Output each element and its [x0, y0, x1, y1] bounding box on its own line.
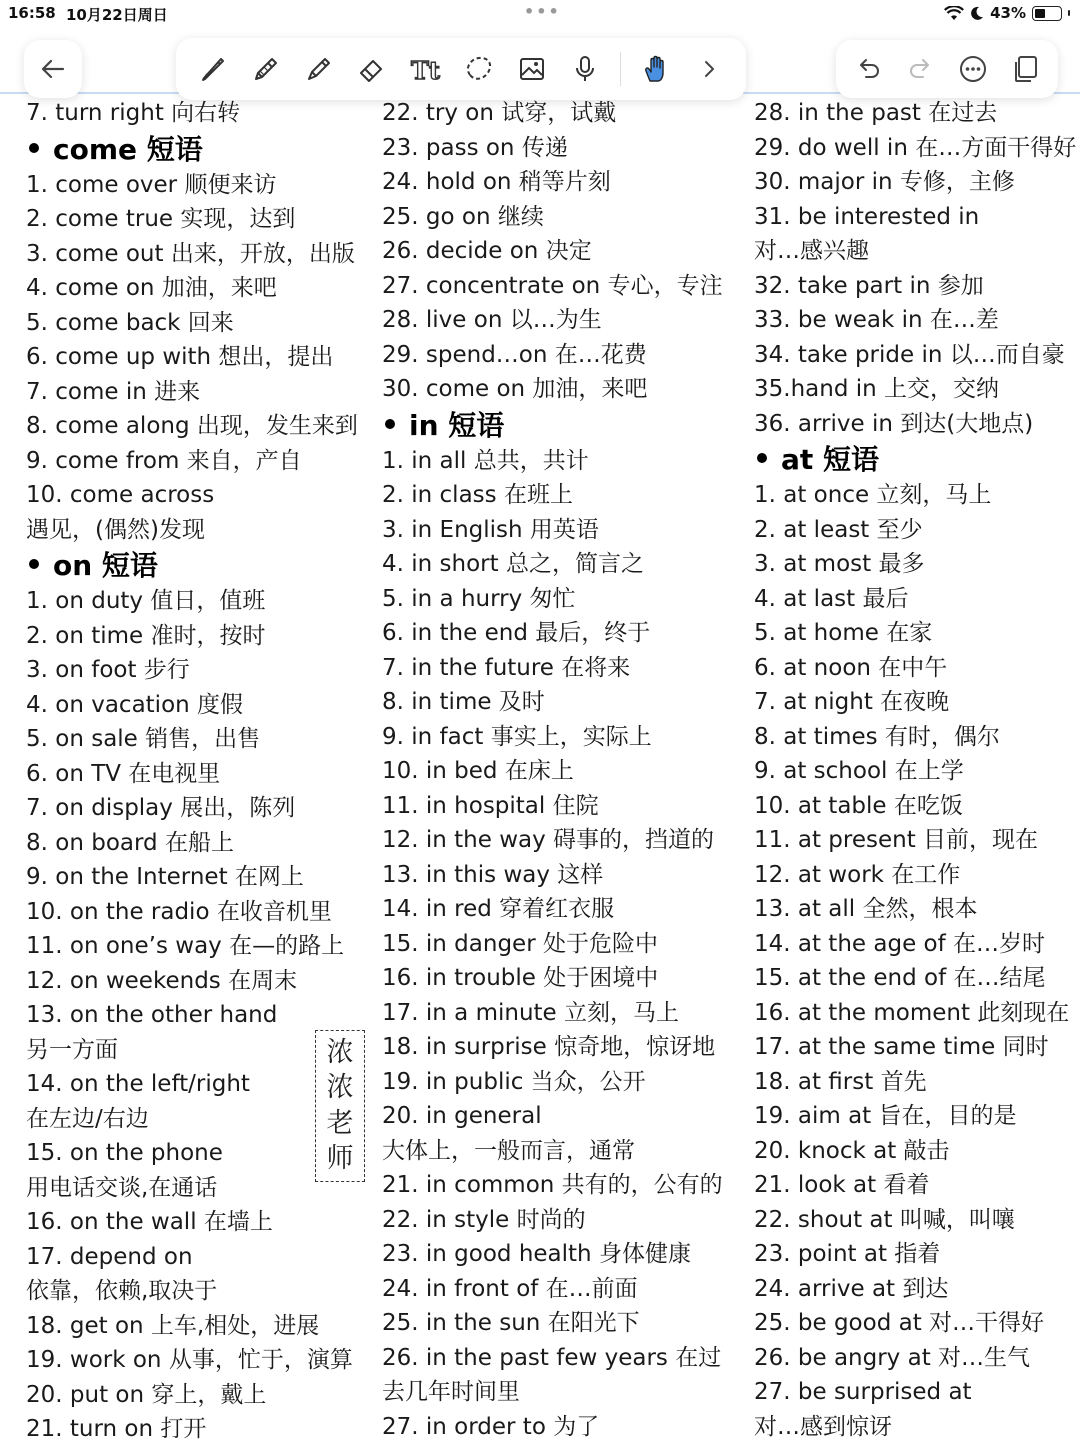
phrase-text: 23. in good health 身体健康	[382, 1241, 691, 1267]
phrase-line	[754, 858, 1080, 893]
bullet-icon	[29, 559, 39, 569]
phrase-text: 遇见，(偶然)发现	[26, 516, 205, 543]
section-heading	[382, 407, 742, 444]
phrase-line	[382, 547, 742, 582]
section-heading	[26, 547, 366, 584]
phrase-text: 用电话交谈,在通话	[26, 1174, 218, 1201]
phrase-text: 27. in order to 为了	[382, 1413, 600, 1440]
phrase-text: 26. decide on 决定	[382, 238, 592, 264]
phrase-text: 30. major in 专修，主修	[754, 169, 1015, 195]
phrase-line	[382, 478, 742, 513]
wifi-icon	[944, 6, 964, 21]
phrase-text: 17. at the same time 同时	[754, 1034, 1049, 1060]
phrase-text: 3. in English 用英语	[382, 516, 599, 543]
phrase-text: 6. at noon 在中午	[754, 654, 948, 681]
phrase-text: 19. work on 从事，忙于，演算	[26, 1347, 353, 1373]
phrase-text: 29. spend…on 在…花费	[382, 341, 647, 368]
note-column-1	[26, 96, 366, 1440]
battery-icon	[1032, 6, 1062, 21]
phrase-line	[26, 340, 366, 375]
stamp-char: 浓	[326, 1036, 354, 1068]
phrase-text: 10. at table 在吃饭	[754, 792, 963, 819]
phrase-line	[26, 168, 366, 203]
phrase-text: 19. aim at 旨在，目的是	[754, 1103, 1017, 1129]
phrase-text: 6. on TV 在电视里	[26, 760, 221, 787]
phrase-line	[26, 688, 366, 723]
phrase-line	[382, 582, 742, 617]
phrase-line	[26, 929, 366, 964]
phrase-line	[754, 1099, 1080, 1134]
heading-text: come 短语	[53, 132, 203, 166]
phrase-line	[382, 651, 742, 686]
phrase-text: 8. on board 在船上	[26, 829, 234, 856]
hand-icon[interactable]	[638, 51, 674, 87]
phrase-line	[382, 1065, 742, 1100]
phrase-line	[382, 858, 742, 893]
phrase-text: 另一方面	[26, 1036, 118, 1063]
phrase-line	[754, 1134, 1080, 1169]
phrase-line	[382, 338, 742, 373]
phrase-line	[754, 1341, 1080, 1376]
phrase-text: 8. come along 出现，发生来到	[26, 413, 358, 439]
phrase-line	[26, 237, 366, 272]
phrase-text: 去几年时间里	[382, 1379, 520, 1405]
phrase-text: 1. in all 总共，共计	[382, 447, 589, 474]
phrase-line	[754, 131, 1080, 166]
phrase-text: 27. concentrate on 专心，专注	[382, 272, 723, 299]
phrase-line	[754, 407, 1080, 442]
phrase-line	[382, 1134, 742, 1169]
phrase-line	[26, 791, 366, 826]
phrase-line	[382, 961, 742, 996]
phrase-text: 24. hold on 稍等片刻	[382, 169, 611, 195]
heading-text: in 短语	[409, 408, 505, 442]
phrase-text: 22. try on 试穿，试戴	[382, 100, 617, 126]
phrase-text: 21. in common 共有的，公有的	[382, 1172, 723, 1198]
phrase-line	[382, 996, 742, 1031]
phrase-line	[754, 303, 1080, 338]
phrase-line	[754, 1237, 1080, 1272]
phrase-text: 7. in the future 在将来	[382, 654, 631, 681]
chevron-right-icon[interactable]	[691, 51, 727, 87]
phrase-text: 20. in general	[382, 1103, 542, 1129]
signature-stamp	[315, 1030, 365, 1182]
phrase-text: 10. in bed 在床上	[382, 758, 574, 784]
phrase-text: 11. at present 目前，现在	[754, 827, 1039, 853]
phrase-text: 30. come on 加油，来吧	[382, 376, 648, 402]
phrase-line	[754, 1168, 1080, 1203]
phrase-line	[382, 823, 742, 858]
phrase-text: 29. do well in 在…方面干得好	[754, 134, 1077, 161]
phrase-text: 36. arrive in 到达(大地点)	[754, 410, 1034, 437]
phrase-line	[754, 1410, 1080, 1440]
battery-tip	[1068, 10, 1070, 16]
phrase-line	[382, 1203, 742, 1238]
more-icon[interactable]	[955, 51, 991, 87]
phrase-text: 2. come true 实现，达到	[26, 206, 296, 232]
phrase-line	[754, 372, 1080, 407]
phrase-line	[382, 1272, 742, 1307]
section-heading	[26, 131, 366, 168]
phrase-text: 12. on weekends 在周末	[26, 967, 298, 994]
heading-text: on 短语	[53, 549, 158, 582]
phrase-text: 9. in fact 事实上，实际上	[382, 723, 652, 750]
phrase-line	[382, 1306, 742, 1341]
phrase-text: 2. on time 准时，按时	[26, 622, 266, 649]
phrase-text: 在左边/右边	[26, 1105, 149, 1132]
phrase-text: 2. in class 在班上	[382, 482, 573, 508]
back-button[interactable]	[24, 40, 82, 98]
phrase-line	[26, 375, 366, 410]
phrase-line	[26, 584, 366, 619]
phrase-text: 12. in the way 碍事的，挡道的	[382, 827, 715, 853]
toolbar-separator	[620, 52, 621, 86]
phrase-line	[26, 826, 366, 861]
phrase-line	[382, 303, 742, 338]
phrase-line	[26, 444, 366, 479]
phrase-text: 12. at work 在工作	[754, 861, 961, 888]
phrase-line	[382, 892, 742, 927]
phrase-text: 17. depend on	[26, 1243, 193, 1270]
phrase-text: 13. on the other hand	[26, 1002, 278, 1028]
phrase-line	[26, 895, 366, 930]
phrase-line	[754, 685, 1080, 720]
phrase-text: 27. be surprised at	[754, 1379, 972, 1405]
stamp-char: 老	[326, 1107, 354, 1139]
phrase-line	[382, 616, 742, 651]
phrase-line	[382, 720, 742, 755]
phrase-line	[754, 927, 1080, 962]
status-indicators	[944, 4, 1070, 22]
phrase-line	[382, 927, 742, 962]
phrase-text: 4. come on 加油，来吧	[26, 275, 277, 301]
phrase-line	[754, 1203, 1080, 1238]
phrase-text: 1. at once 立刻，马上	[754, 482, 992, 508]
phrase-line	[754, 1065, 1080, 1100]
eraser-icon[interactable]	[354, 51, 390, 87]
phrase-text: 14. on the left/right	[26, 1071, 250, 1097]
multitasking-dots-icon[interactable]: •••	[524, 2, 561, 21]
phrase-text: 9. on the Internet 在网上	[26, 864, 304, 890]
phrase-line	[26, 1309, 366, 1344]
text-icon[interactable]	[407, 51, 443, 87]
phrase-text: 25. in the sun 在阳光下	[382, 1310, 640, 1336]
phrase-text: 23. point at 指着	[754, 1241, 941, 1267]
phrase-text: 25. be good at 对…干得好	[754, 1310, 1045, 1336]
phrase-line	[754, 269, 1080, 304]
phrase-text: 10. on the radio 在收音机里	[26, 898, 332, 925]
phrase-text: 33. be weak in 在…差	[754, 307, 999, 333]
phrase-line	[26, 722, 366, 757]
phrase-text: 对…感到惊讶	[754, 1413, 892, 1440]
phrase-line	[754, 961, 1080, 996]
phrase-text: 17. in a minute 立刻，马上	[382, 999, 680, 1026]
phrase-line	[26, 998, 366, 1033]
phrase-line	[754, 165, 1080, 200]
phrase-text: 11. on one’s way 在—的路上	[26, 933, 345, 959]
phrase-line	[754, 720, 1080, 755]
phrase-line	[754, 996, 1080, 1031]
phrase-text: 24. in front of 在…前面	[382, 1275, 638, 1302]
phrase-line	[754, 823, 1080, 858]
phrase-line	[26, 478, 366, 513]
status-date: 10月22日周日	[66, 6, 168, 24]
stamp-char: 师	[326, 1143, 354, 1175]
action-bar	[836, 40, 1058, 98]
bullet-icon	[385, 419, 395, 429]
phrase-line	[26, 1240, 366, 1275]
phrase-text: 7. at night 在夜晚	[754, 689, 950, 715]
phrase-line	[382, 269, 742, 304]
phrase-text: 23. pass on 传递	[382, 134, 568, 161]
phrase-line	[26, 619, 366, 654]
phrase-text: 对…感兴趣	[754, 238, 869, 264]
image-icon[interactable]	[514, 51, 550, 87]
highlighter-icon[interactable]	[301, 51, 337, 87]
phrase-line	[26, 96, 366, 131]
phrase-text: 3. at most 最多	[754, 551, 925, 577]
phrase-line	[382, 513, 742, 548]
phrase-line	[382, 234, 742, 269]
pages-icon[interactable]	[1008, 51, 1044, 87]
phrase-text: 18. in surprise 惊奇地，惊讶地	[382, 1034, 716, 1060]
phrase-line	[26, 860, 366, 895]
phrase-line	[382, 685, 742, 720]
phrase-text: 14. in red 穿着红衣服	[382, 896, 615, 922]
phrase-text: 20. knock at 敲击	[754, 1137, 950, 1164]
phrase-text: 3. on foot 步行	[26, 657, 190, 683]
phrase-line	[382, 444, 742, 479]
phrase-text: 25. go on 继续	[382, 203, 544, 230]
section-heading	[754, 441, 1080, 478]
phrase-line	[26, 202, 366, 237]
phrase-text: 18. at first 首先	[754, 1068, 927, 1095]
note-column-2	[382, 96, 742, 1440]
phrase-text: 5. at home 在家	[754, 620, 933, 646]
undo-icon[interactable]	[850, 51, 886, 87]
battery-percent: 43%	[990, 4, 1026, 22]
stamp-char: 浓	[326, 1072, 354, 1104]
pen-icon[interactable]	[195, 51, 231, 87]
phrase-text: 8. at times 有时，偶尔	[754, 723, 1000, 750]
phrase-line	[754, 789, 1080, 824]
phrase-text: 21. look at 看着	[754, 1172, 930, 1198]
phrase-text: 4. on vacation 度假	[26, 691, 244, 718]
phrase-line	[26, 1205, 366, 1240]
phrase-line	[754, 1030, 1080, 1065]
phrase-line	[382, 1237, 742, 1272]
phrase-text: 10. come across	[26, 482, 215, 508]
phrase-text: 2. at least 至少	[754, 516, 923, 543]
phrase-text: 4. at last 最后	[754, 585, 909, 612]
phrase-line	[382, 789, 742, 824]
heading-text: at 短语	[781, 443, 880, 476]
moon-icon	[970, 6, 984, 21]
phrase-line	[382, 1099, 742, 1134]
phrase-text: 20. put on 穿上，戴上	[26, 1381, 267, 1408]
phrase-line	[26, 513, 366, 548]
phrase-text: 4. in short 总之，简言之	[382, 551, 644, 577]
phrase-text: 35.hand in 上交，交纳	[754, 376, 1000, 402]
arrow-left-icon	[39, 55, 67, 83]
phrase-line	[382, 1375, 742, 1410]
phrase-line	[26, 1274, 366, 1309]
phrase-line	[754, 582, 1080, 617]
phrase-text: 16. in trouble 处于困境中	[382, 965, 659, 991]
microphone-icon[interactable]	[567, 51, 603, 87]
phrase-text: 15. on the phone	[26, 1140, 223, 1166]
phrase-text: 31. be interested in	[754, 203, 980, 230]
phrase-line	[26, 1378, 366, 1413]
phrase-line	[754, 96, 1080, 131]
svg-text:Tt: Tt	[411, 56, 441, 85]
phrase-line	[754, 1306, 1080, 1341]
phrase-text: 1. on duty 值日，值班	[26, 588, 266, 614]
phrase-text: 24. arrive at 到达	[754, 1275, 949, 1302]
phrase-text: 9. come from 来自，产自	[26, 447, 302, 474]
battery-level	[1035, 9, 1045, 18]
phrase-line	[382, 1168, 742, 1203]
phrase-line	[382, 754, 742, 789]
phrase-text: 15. at the end of 在…结尾	[754, 965, 1046, 991]
phrase-text: 6. come up with 想出，提出	[26, 344, 334, 370]
phrase-text: 5. on sale 销售，出售	[26, 726, 261, 752]
phrase-line	[26, 409, 366, 444]
phrase-text: 8. in time 及时	[382, 689, 545, 715]
note-column-3	[754, 96, 1080, 1440]
phrase-line	[754, 200, 1080, 235]
phrase-line	[26, 1343, 366, 1378]
phrase-text: 28. in the past 在过去	[754, 100, 998, 126]
phrase-line	[754, 754, 1080, 789]
phrase-text: 13. in this way 这样	[382, 861, 604, 888]
phrase-line	[382, 200, 742, 235]
phrase-text: 3. come out 出来，开放，出版	[26, 240, 355, 267]
phrase-line	[754, 1272, 1080, 1307]
status-time: 16:58	[8, 4, 56, 22]
phrase-line	[382, 372, 742, 407]
phrase-text: 34. take pride in 以…而自豪	[754, 341, 1065, 368]
phrase-line	[26, 1412, 366, 1440]
phrase-line	[382, 1410, 742, 1440]
phrase-line	[754, 234, 1080, 269]
phrase-text: 22. in style 时尚的	[382, 1206, 586, 1233]
phrase-line	[754, 892, 1080, 927]
phrase-text: 28. live on 以…为生	[382, 307, 602, 333]
phrase-text: 9. at school 在上学	[754, 758, 964, 784]
redo-icon[interactable]	[903, 51, 939, 87]
phrase-line	[382, 131, 742, 166]
phrase-text: 19. in public 当众，公开	[382, 1068, 646, 1095]
phrase-text: 1. come over 顺便来访	[26, 171, 277, 198]
phrase-line	[382, 1030, 742, 1065]
phrase-text: 16. on the wall 在墙上	[26, 1209, 273, 1235]
phrase-text: 5. come back 回来	[26, 309, 234, 336]
phrase-text: 5. in a hurry 匆忙	[382, 585, 576, 612]
phrase-text: 15. in danger 处于危险中	[382, 930, 658, 957]
phrase-line	[26, 306, 366, 341]
phrase-text: 26. in the past few years 在过	[382, 1344, 722, 1371]
phrase-line	[382, 96, 742, 131]
phrase-line	[754, 1375, 1080, 1410]
phrase-line	[26, 271, 366, 306]
tool-palette	[176, 38, 746, 100]
phrase-text: 11. in hospital 住院	[382, 792, 599, 819]
bullet-icon	[29, 143, 39, 153]
phrase-text: 大体上，一般而言，通常	[382, 1137, 635, 1164]
phrase-text: 13. at all 全然，根本	[754, 896, 978, 922]
phrase-text: 6. in the end 最后，终于	[382, 620, 651, 646]
phrase-line	[754, 338, 1080, 373]
status-bar	[0, 0, 1080, 28]
phrase-line	[754, 616, 1080, 651]
phrase-line	[754, 513, 1080, 548]
phrase-text: 7. come in 进来	[26, 378, 201, 405]
phrase-text: 依靠，依赖,取决于	[26, 1278, 218, 1304]
phrase-line	[26, 964, 366, 999]
phrase-text: 26. be angry at 对…生气	[754, 1344, 1031, 1371]
phrase-text: 18. get on 上车,相处，进展	[26, 1312, 320, 1339]
phrase-line	[754, 547, 1080, 582]
phrase-text: 32. take part in 参加	[754, 272, 984, 299]
phrase-text: 22. shout at 叫喊，叫嚷	[754, 1206, 1015, 1233]
pencil-icon[interactable]	[248, 51, 284, 87]
bullet-icon	[757, 453, 767, 463]
phrase-text: 16. at the moment 此刻现在	[754, 999, 1070, 1026]
phrase-line	[754, 478, 1080, 513]
lasso-icon[interactable]	[460, 51, 496, 87]
phrase-text: 14. at the age of 在…岁时	[754, 930, 1046, 957]
phrase-text: 21. turn on 打开	[26, 1416, 207, 1440]
phrase-line	[26, 757, 366, 792]
phrase-text: 7. on display 展出，陈列	[26, 795, 296, 821]
phrase-line	[754, 651, 1080, 686]
phrase-line	[26, 653, 366, 688]
phrase-text: 7. turn right 向右转	[26, 100, 241, 126]
phrase-line	[382, 1341, 742, 1376]
phrase-line	[382, 165, 742, 200]
